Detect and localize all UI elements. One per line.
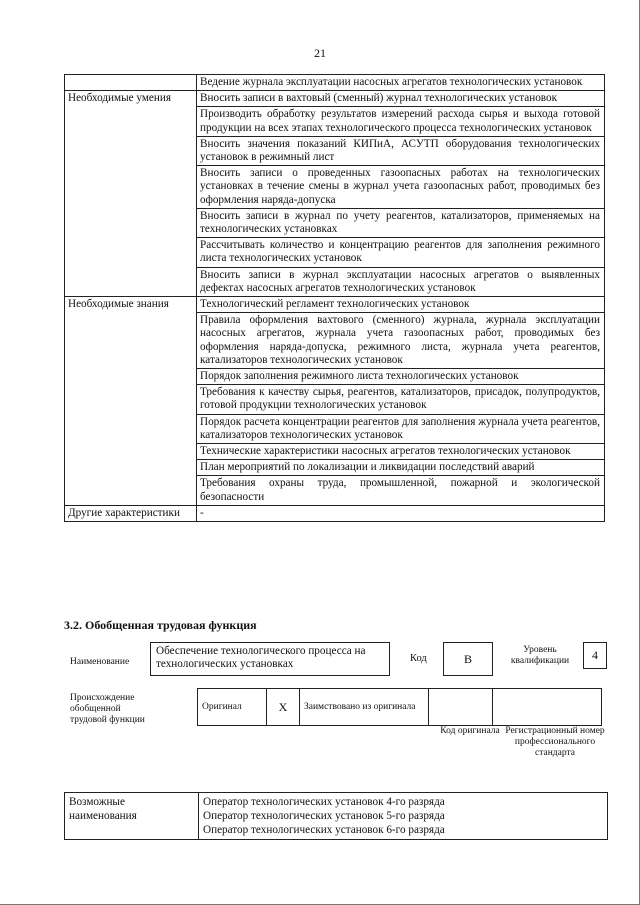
knowledge-item: Технические характеристики насосных агрегатов технологических установок: [197, 444, 605, 460]
code-original-caption: Код оригинала: [440, 726, 500, 736]
knowledge-item: Порядок расчета концентрации реагентов для заполнения журнала учета реагентов, катализаторов технологических установок: [197, 414, 605, 443]
reg-number-caption: Регистрационный номер профессионального стандарта: [505, 726, 605, 758]
knowledge-item: План мероприятий по локализации и ликвидации последствий аварий: [197, 460, 605, 476]
possible-names-label: Возможные наименования: [65, 793, 199, 840]
table-row: [65, 505, 605, 521]
skill-item: Вносить записи в вахтовый (сменный) журнал технологических установок: [197, 91, 605, 107]
list-item: Оператор технологических установок 4-го разряда: [203, 796, 445, 808]
section-title: 3.2. Обобщенная трудовая функция: [64, 618, 257, 632]
possible-names-list: [199, 793, 608, 840]
qualification-level-box: 4: [583, 642, 607, 669]
requirement-item: Ведение журнала эксплуатации насосных агрегатов технологических установок: [197, 75, 605, 91]
skill-item: Производить обработку результатов измерений расхода сырья и выхода готовой продукции на всех этапах технологического процесса технологических установок: [197, 107, 605, 136]
table-row: [65, 91, 605, 107]
function-code-box: В: [443, 642, 493, 676]
knowledge-item: Требования охраны труда, промышленной, пожарной и экологической безопасности: [197, 476, 605, 505]
code-original-cell: [429, 689, 493, 726]
requirements-table: [64, 74, 605, 522]
other-item: -: [197, 505, 605, 521]
reg-number-cell: [493, 689, 602, 726]
row-label-knowledge: Необходимые знания: [65, 297, 197, 506]
skill-item: Вносить записи в журнал эксплуатации насосных агрегатов о выявленных дефектах насосных агрегатов технологических установок: [197, 267, 605, 296]
row-label-other: Другие характеристики: [65, 505, 197, 521]
list-item: Оператор технологических установок 6-го разряда: [203, 824, 445, 836]
table-row: [65, 297, 605, 313]
function-name-box: Обеспечение технологического процесса на технологических установках: [150, 642, 390, 676]
original-label: Оригинал: [198, 689, 267, 726]
knowledge-item: Технологический регламент технологических установок: [197, 297, 605, 313]
code-label: Код: [410, 653, 427, 664]
borrowed-label: Заимствовано из оригинала: [300, 689, 429, 726]
table-row: [65, 75, 605, 91]
possible-names-table: [64, 792, 608, 840]
knowledge-item: Порядок заполнения режимного листа технологических установок: [197, 369, 605, 385]
level-label: Уровень квалификации: [510, 645, 570, 666]
original-mark: Х: [267, 689, 300, 726]
skill-item: Вносить значения показаний КИПиА, АСУТП оборудования технологических установок в режимный лист: [197, 136, 605, 165]
skill-item: Рассчитывать количество и концентрацию реагентов для заполнения режимного листа технологических установок: [197, 238, 605, 267]
row-label-skills: Необходимые умения: [65, 91, 197, 297]
row-label: [65, 75, 197, 91]
origin-table: [197, 688, 602, 726]
skill-item: Вносить записи о проведенных газоопасных работах на технологических установках в течение смены в журнал учета газоопасных работ, проводимых без оформления наряда-допуска: [197, 166, 605, 209]
origin-label: Происхождение обобщенной трудовой функции: [70, 693, 145, 725]
knowledge-item: Требования к качеству сырья, реагентов, катализаторов, присадок, полупродуктов, готовой продукции технологических установок: [197, 385, 605, 414]
skill-item: Вносить записи в журнал по учету реагентов, катализаторов, применяемых на технологических установках: [197, 208, 605, 237]
name-label: Наименование: [70, 657, 130, 667]
knowledge-item: Правила оформления вахтового (сменного) журнала, журнала эксплуатации насосных агрегатов, журнала учета газоопасных работ, проводимых без оформления наряда-допуска, режимного листа, журнала учета реагентов, катализаторов технологических установок: [197, 313, 605, 369]
page-number: 21: [314, 46, 326, 60]
list-item: Оператор технологических установок 5-го разряда: [203, 810, 445, 822]
